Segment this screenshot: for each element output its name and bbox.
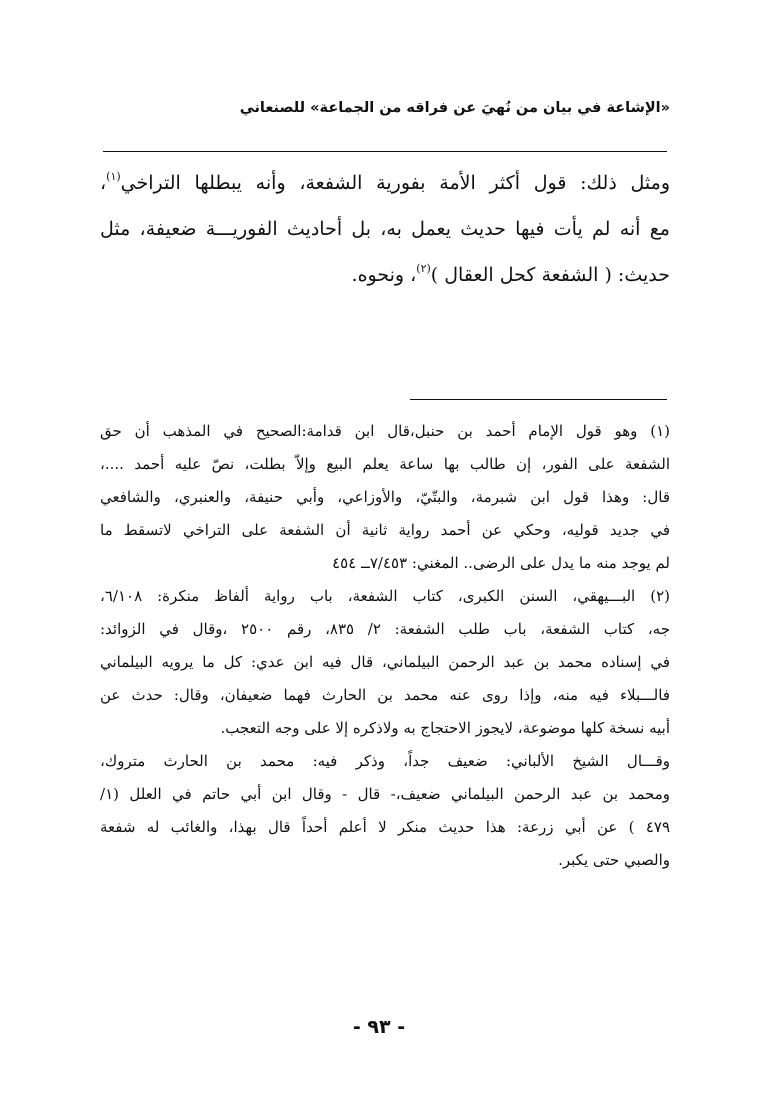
page-number: - ٩٣ - [352,1016,406,1038]
body-line-text: مع أنه لم يأت فيها حديث يعمل به، بل أحاديث الفوريـــة ضعيفة، مثل [100,218,670,240]
main-body-text [100,160,670,298]
footnote-line: لم يوجد منه ما يدل على الرضى.. المغني: ٧/٤٥٣ــ ٤٥٤ [332,554,670,572]
footnote-line: وقـــال الشيخ الألباني: ضعيف جداً، وذكر فيه: محمد بن الحارث متروك، [100,752,670,770]
body-line [100,160,670,206]
footnote-line: الشفعة على الفور، إن طالب بها ساعة يعلم البيع وإلاّ بطلت، نصّ عليه أحمد ....، [100,455,670,473]
footnote-line: أبيه نسخة كلها موضوعة، لايجوز الاحتجاج به ولاذكره إلا على وجه التعجب. [220,719,670,737]
footnote-line: فالـــبلاء فيه منه، وإذا روى عنه محمد بن الحارث فهما ضعيفان، وقال: حدث عن [100,686,670,704]
footnote-line: ٤٧٩ ) عن أبي زرعة: هذا حديث منكر لا أعلم أحداً قال بهذا، والغائب له شفعة [100,818,670,836]
footnote-line: (٢) البـــيهقي، السنن الكبرى، كتاب الشفعة، باب رواية ألفاظ منكرة: ٦/١٠٨، [100,587,670,605]
body-line-tail: ، ونحوه. [351,264,417,286]
body-line-text: حديث: ( الشفعة كحل العقال ) [430,264,670,286]
footnote-line: والصبي حتى يكبر. [558,851,670,869]
footnote-line: ومحمد بن عبد الرحمن البيلماني ضعيف،- قال - وقال ابن أبي حاتم في العلل (١/ [100,785,670,803]
footnote-divider [410,399,667,400]
body-line [100,206,670,252]
footnote-line: جه، كتاب الشفعة، باب طلب الشفعة: ٢/ ٨٣٥، رقم ٢٥٠٠ ،وقال في الزوائد: [100,620,670,638]
body-line-text: ومثل ذلك: قول أكثر الأمة بفورية الشفعة، وأنه يبطلها التراخي [120,172,670,194]
footnote-reference: (٢) [416,262,431,275]
footnote-line: في إسناده محمد بن عبد الرحمن البيلماني، قال فيه ابن عدي: كل ما يرويه البيلماني [100,653,670,671]
footnote-line: قال: وهذا قول ابن شبرمة، والبتّيّ، والأوزاعي، وأبي حنيفة، والعنبري، والشافعي [100,488,670,506]
footnote-line: في جديد قوليه، وحكي عن أحمد رواية ثانية أن الشفعة على التراخي لاتسقط ما [100,521,670,539]
body-line [100,252,670,298]
body-line-tail: ، [100,172,107,194]
footnotes-section [100,415,670,877]
footnote-reference: (١) [106,170,121,183]
running-header-title: «الإشاعة في بيان من نُهيَ عن فراقه من الجماعة» للصنعاني [239,100,670,116]
header-divider [103,151,667,152]
footnote-line: (١) وهو قول الإمام أحمد بن حنبل،قال ابن قدامة:الصحيح في المذهب أن حق [100,422,670,440]
